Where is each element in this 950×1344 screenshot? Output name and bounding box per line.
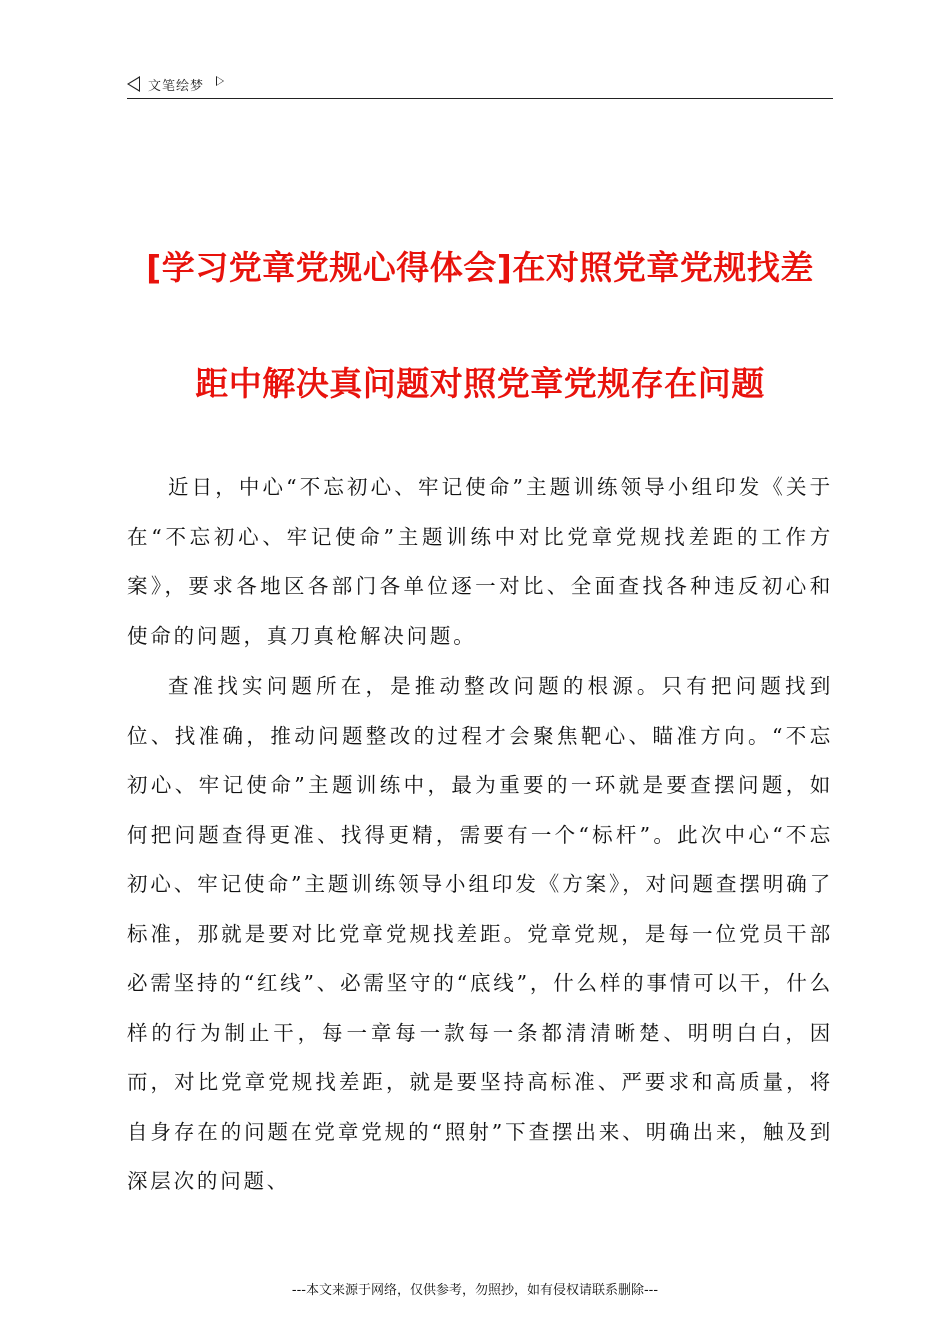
document-title	[127, 210, 833, 442]
header-brand: 文笔绘梦	[148, 78, 205, 94]
title-line-1: [学习党章党规心得体会]在对照党章党规找差	[146, 248, 814, 287]
document-body	[127, 463, 833, 1208]
page-header	[127, 70, 833, 99]
paragraph-1: 近日，中心“不忘初心、牢记使命”主题训练领导小组印发《关于在“不忘初心、牢记使命”主题训练中对比党章党规找差距的工作方案》，要求各地区各部门各单位逐一对比、全面查找各种违反初心和使命的问题，真刀真枪解决问题。	[127, 475, 833, 648]
paragraph-2: 查准找实问题所在，是推动整改问题的根源。只有把问题找到位、找准确，推动问题整改的过程才会聚焦靶心、瞄准方向。“不忘初心、牢记使命”主题训练中，最为重要的一环就是要查摆问题，如何把问题查得更准、找得更精，需要有一个“标杆”。此次中心“不忘初心、牢记使命”主题训练领导小组印发《方案》，对问题查摆明确了标准，那就是要对比党章党规找差距。党章党规，是每一位党员干部必需坚持的“红线”、必需坚守的“底线”，什么样的事情可以干，什么样的行为制止干，每一章每一款每一条都清清晰楚、明明白白，因而，对比党章党规找差距，就是要坚持高标准、严要求和高质量，将自身存在的问题在党章党规的“照射”下查摆出来、明确出来，触及到深层次的问题、	[127, 674, 833, 1193]
title-line-2: 距中解决真问题对照党章党规存在问题	[195, 364, 765, 403]
triangle-right-icon	[216, 76, 224, 86]
footer-disclaimer: ---本文来源于网络，仅供参考，勿照抄，如有侵权请联系删除---	[291, 1283, 659, 1298]
triangle-left-icon	[127, 76, 140, 92]
